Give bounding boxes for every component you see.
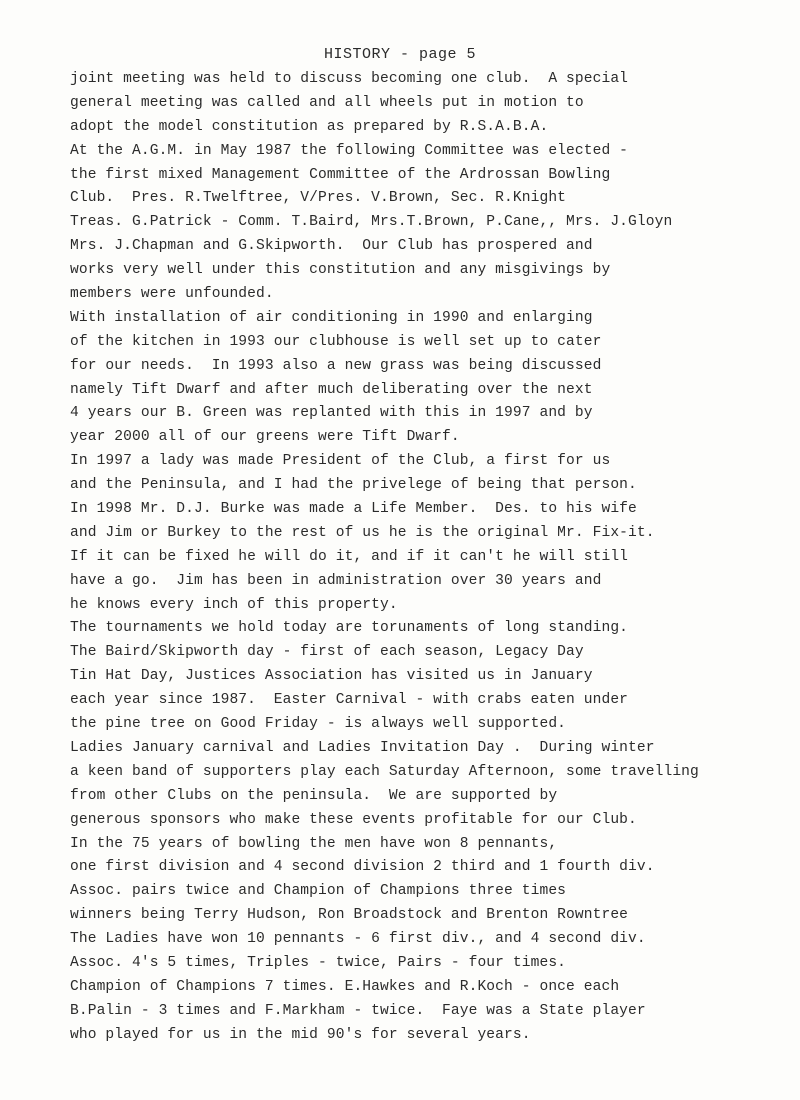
text-line: If it can be fixed he will do it, and if it can't he will still bbox=[70, 548, 629, 565]
text-line: With installation of air conditioning in 1990 and enlarging bbox=[70, 309, 593, 326]
text-line: the pine tree on Good Friday - is always well supported. bbox=[70, 716, 567, 733]
text-line: of the kitchen in 1993 our clubhouse is well set up to cater bbox=[70, 333, 602, 350]
text-line: The Ladies have won 10 pennants - 6 first div., and 4 second div. bbox=[70, 931, 646, 948]
text-line: winners being Terry Hudson, Ron Broadstock and Brenton Rowntree bbox=[70, 907, 629, 924]
text-line: Assoc. 4's 5 times, Triples - twice, Pairs - four times. bbox=[70, 954, 567, 971]
text-line: Assoc. pairs twice and Champion of Champions three times bbox=[70, 883, 567, 900]
text-line: The Baird/Skipworth day - first of each season, Legacy Day bbox=[70, 644, 584, 661]
text-line: works very well under this constitution and any misgivings by bbox=[70, 262, 611, 279]
text-line: for our needs. In 1993 also a new grass was being discussed bbox=[70, 357, 602, 374]
text-line: Ladies January carnival and Ladies Invitation Day . During winter bbox=[70, 739, 655, 756]
text-line: In 1997 a lady was made President of the Club, a first for us bbox=[70, 453, 611, 470]
text-line: the first mixed Management Committee of the Ardrossan Bowling bbox=[70, 166, 611, 183]
text-line: adopt the model constitution as prepared by R.S.A.B.A. bbox=[70, 118, 549, 135]
text-line: Champion of Champions 7 times. E.Hawkes and R.Koch - once each bbox=[70, 978, 620, 995]
text-line: have a go. Jim has been in administration over 30 years and bbox=[70, 572, 602, 589]
text-line: The tournaments we hold today are torunaments of long standing. bbox=[70, 620, 629, 637]
text-line: and Jim or Burkey to the rest of us he is the original Mr. Fix-it. bbox=[70, 524, 655, 541]
document-body bbox=[70, 68, 785, 1048]
text-line: one first division and 4 second division 2 third and 1 fourth div. bbox=[70, 859, 655, 876]
text-line: from other Clubs on the peninsula. We are supported by bbox=[70, 787, 558, 804]
text-line: 4 years our B. Green was replanted with this in 1997 and by bbox=[70, 405, 593, 422]
text-line: B.Palin - 3 times and F.Markham - twice. Faye was a State player bbox=[70, 1002, 646, 1019]
text-line: Tin Hat Day, Justices Association has visited us in January bbox=[70, 668, 593, 685]
text-line: general meeting was called and all wheels put in motion to bbox=[70, 94, 584, 111]
text-line: members were unfounded. bbox=[70, 286, 274, 303]
text-line: each year since 1987. Easter Carnival - with crabs eaten under bbox=[70, 692, 629, 709]
text-line: generous sponsors who make these events profitable for our Club. bbox=[70, 811, 637, 828]
text-line: and the Peninsula, and I had the privelege of being that person. bbox=[70, 477, 637, 494]
text-line: namely Tift Dwarf and after much deliberating over the next bbox=[70, 381, 593, 398]
text-line: In 1998 Mr. D.J. Burke was made a Life Member. Des. to his wife bbox=[70, 501, 637, 518]
text-line: Club. Pres. R.Twelftree, V/Pres. V.Brown, Sec. R.Knight bbox=[70, 190, 567, 207]
text-line: At the A.G.M. in May 1987 the following Committee was elected - bbox=[70, 142, 629, 159]
text-line: a keen band of supporters play each Saturday Afternoon, some travelling bbox=[70, 763, 699, 780]
text-line: he knows every inch of this property. bbox=[70, 596, 398, 613]
text-line: joint meeting was held to discuss becoming one club. A special bbox=[70, 71, 629, 87]
text-line: Mrs. J.Chapman and G.Skipworth. Our Club has prospered and bbox=[70, 238, 593, 255]
text-line: In the 75 years of bowling the men have won 8 pennants, bbox=[70, 835, 558, 852]
text-line: year 2000 all of our greens were Tift Dwarf. bbox=[70, 429, 460, 446]
text-line: Treas. G.Patrick - Comm. T.Baird, Mrs.T.Brown, P.Cane,, Mrs. J.Gloyn bbox=[70, 214, 673, 231]
text-line: who played for us in the mid 90's for several years. bbox=[70, 1026, 531, 1043]
page-heading: HISTORY - page 5 bbox=[323, 46, 477, 63]
